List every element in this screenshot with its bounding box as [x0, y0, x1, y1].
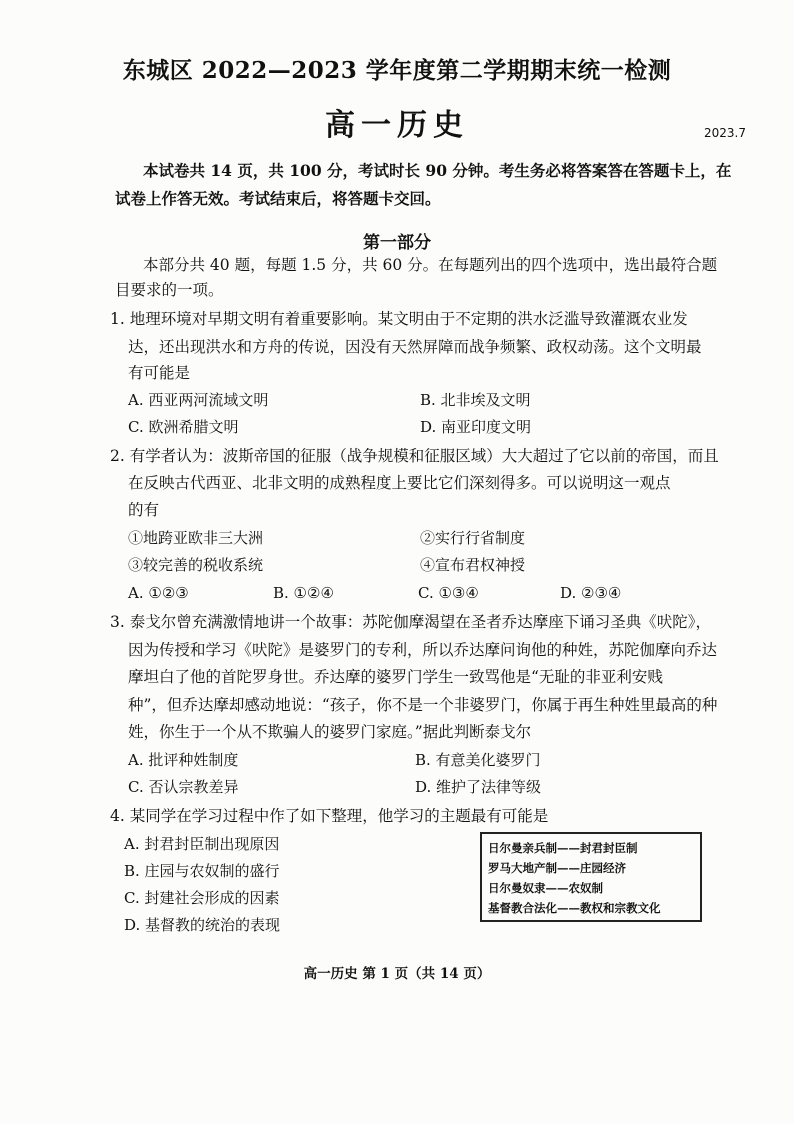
question-3-line-4: 种”，但乔达摩却感动地说：“孩子，你不是一个非婆罗门，你属于再生种姓里最高的种	[128, 696, 718, 714]
question-4-option-a[interactable]: A. 封君封臣制出现原因	[124, 835, 280, 853]
question-1-line-1: 1. 地理环境对早期文明有着重要影响。某文明由于不定期的洪水泛滥导致灌溉农业发	[110, 310, 688, 328]
question-3-option-a[interactable]: A. 批评种姓制度	[128, 751, 239, 769]
question-2-item-2: ②实行行省制度	[420, 529, 526, 547]
subject-title: 高一历史	[325, 108, 469, 143]
question-4-option-b[interactable]: B. 庄园与农奴制的盛行	[124, 862, 280, 880]
part-instructions-line-2: 目要求的一项。	[115, 281, 224, 299]
question-1-option-d[interactable]: D. 南亚印度文明	[420, 418, 532, 436]
question-2-item-3: ③较完善的税收系统	[128, 556, 264, 574]
intro-line-1: 本试卷共 14 页，共 100 分，考试时长 90 分钟。考生务必将答案答在答题卡上，在	[143, 161, 732, 180]
question-3-line-2: 因为传授和学习《吠陀》是婆罗门的专利，所以乔达摩问询他的种姓，苏陀伽摩向乔达	[128, 641, 718, 659]
question-2-option-c[interactable]: C. ①③④	[418, 584, 479, 602]
question-1-option-a[interactable]: A. 西亚两河流域文明	[128, 391, 269, 409]
question-1-option-b[interactable]: B. 北非埃及文明	[420, 391, 531, 409]
summary-line-2: 罗马大地产制——庄园经济	[488, 861, 626, 875]
question-2-line-2: 在反映古代西亚、北非文明的成熟程度上要比它们深刻得多。可以说明这一观点	[128, 474, 671, 492]
exam-title: 东城区 2022—2023 学年度第二学期期末统一检测	[122, 57, 672, 84]
question-3-option-c[interactable]: C. 否认宗教差异	[128, 778, 239, 796]
question-4-line-1: 4. 某同学在学习过程中作了如下整理，他学习的主题最有可能是	[110, 807, 549, 825]
exam-date: 2023.7	[704, 126, 746, 140]
question-3-option-b[interactable]: B. 有意美化婆罗门	[415, 751, 541, 769]
section-heading: 第一部分	[363, 233, 431, 253]
question-2-line-1: 2. 有学者认为：波斯帝国的征服（战争规模和征服区域）大大超过了它以前的帝国，而且	[110, 447, 719, 465]
intro-line-2: 试卷上作答无效。考试结束后，将答题卡交回。	[115, 189, 441, 208]
question-3-line-1: 3. 泰戈尔曾充满激情地讲一个故事：苏陀伽摩渴望在圣者乔达摩座下诵习圣典《吠陀》，	[110, 613, 711, 631]
part-instructions-line-1: 本部分共 40 题，每题 1.5 分，共 60 分。在每题列出的四个选项中，选出最符合题	[143, 256, 718, 274]
question-1-line-3: 有可能是	[128, 364, 191, 382]
question-3-line-5: 姓，你生于一个从不欺骗人的婆罗门家庭。”据此判断泰戈尔	[128, 723, 532, 741]
question-2-option-b[interactable]: B. ①②④	[273, 584, 334, 602]
summary-line-4: 基督教合法化——教权和宗教文化	[488, 901, 661, 915]
question-4-option-d[interactable]: D. 基督教的统治的表现	[124, 916, 281, 934]
question-1-option-c[interactable]: C. 欧洲希腊文明	[128, 418, 239, 436]
question-2-line-3: 的有	[128, 501, 160, 519]
question-3-line-3: 摩坦白了他的首陀罗身世。乔达摩的婆罗门学生一致骂他是“无耻的非亚利安贱	[128, 668, 663, 686]
question-2-item-4: ④宣布君权神授	[420, 556, 526, 574]
question-4-option-c[interactable]: C. 封建社会形成的因素	[124, 889, 280, 907]
question-2-item-1: ①地跨亚欧非三大洲	[128, 529, 264, 547]
question-4-summary-box	[480, 832, 702, 922]
question-1-line-2: 达，还出现洪水和方舟的传说，因没有天然屏障而战争频繁、政权动荡。这个文明最	[128, 338, 702, 356]
page-footer: 高一历史 第 1 页（共 14 页）	[303, 966, 491, 982]
summary-line-3: 日尔曼奴隶——农奴制	[488, 881, 603, 895]
question-2-option-a[interactable]: A. ①②③	[128, 584, 189, 602]
question-3-option-d[interactable]: D. 维护了法律等级	[415, 778, 542, 796]
summary-line-1: 日尔曼亲兵制——封君封臣制	[488, 841, 638, 855]
question-2-option-d[interactable]: D. ②③④	[560, 584, 622, 602]
